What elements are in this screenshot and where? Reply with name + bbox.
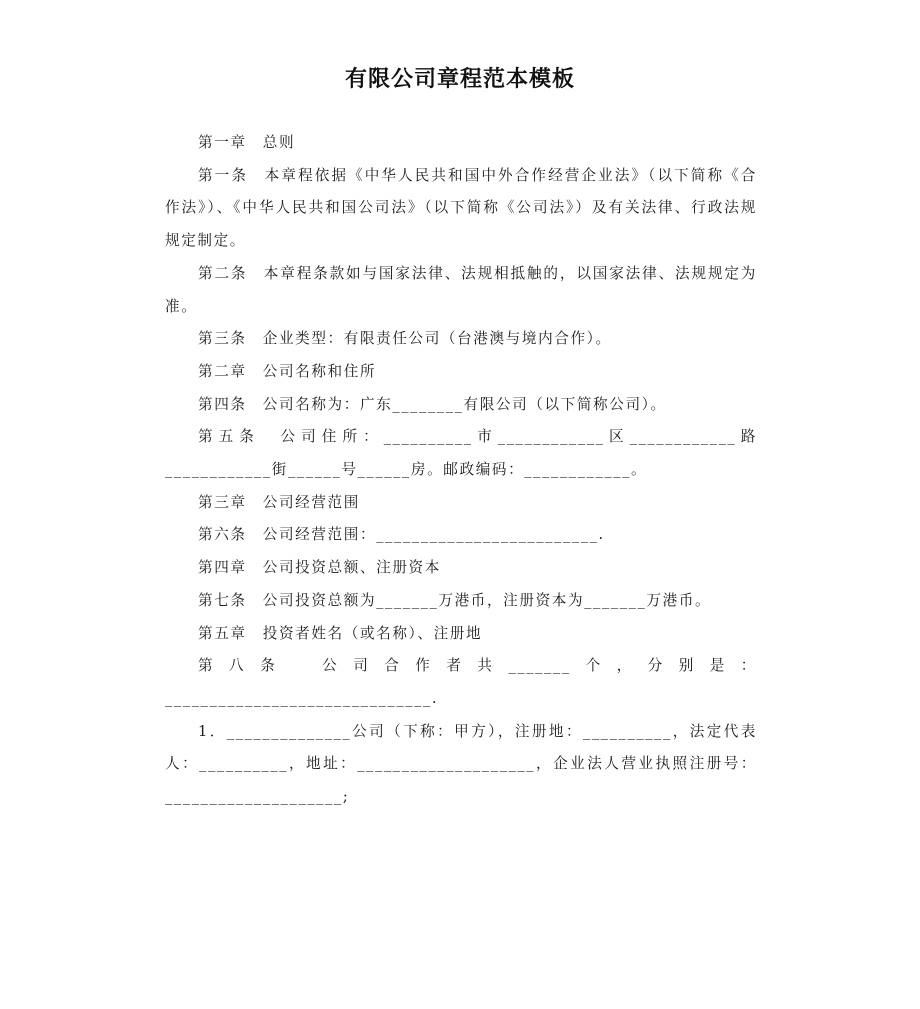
chapter-2-heading: 第二章 公司名称和住所 xyxy=(198,362,377,380)
article-5: 第五条 公司住所：__________市____________区____________路____________街______号______房。邮政编码：____________。 xyxy=(165,428,757,479)
chapter-3-heading: 第三章 公司经营范围 xyxy=(198,493,360,511)
article-4: 第四条 公司名称为：广东________有限公司（以下简称公司）。 xyxy=(198,395,667,413)
article-6: 第六条 公司经营范围：_________________________. xyxy=(198,526,605,544)
chapter-4-heading: 第四章 公司投资总额、注册资本 xyxy=(198,559,441,577)
article-2: 第二条 本章程条款如与国家法律、法规相抵触的，以国家法律、法规规定为准。 xyxy=(165,264,757,315)
chapter-1-heading: 第一章 总则 xyxy=(198,134,296,151)
article-1: 第一条 本章程依据《中华人民共和国中外合作经营企业法》（以下简称《合作法》）、《中华人民共和国公司法》（以下简称《公司法》）及有关法律、行政法规规定制定。 xyxy=(165,166,757,250)
investor-1-entry: 1．______________公司（下称：甲方），注册地：__________，法定代表人：__________，地址：____________________，企业法人营业执照注册号：____________________; xyxy=(165,722,757,806)
article-8: 第八条 公司合作者共_______个，分别是：______________________________. xyxy=(165,657,757,707)
chapter-5-heading: 第五章 投资者姓名（或名称）、注册地 xyxy=(198,624,483,642)
article-7: 第七条 公司投资总额为_______万港币，注册资本为_______万港币。 xyxy=(198,591,712,609)
document-title: 有限公司章程范本模板 xyxy=(344,67,575,92)
article-3: 第三条 企业类型：有限责任公司（台港澳与境内合作）。 xyxy=(198,330,612,348)
document-body xyxy=(165,127,757,814)
